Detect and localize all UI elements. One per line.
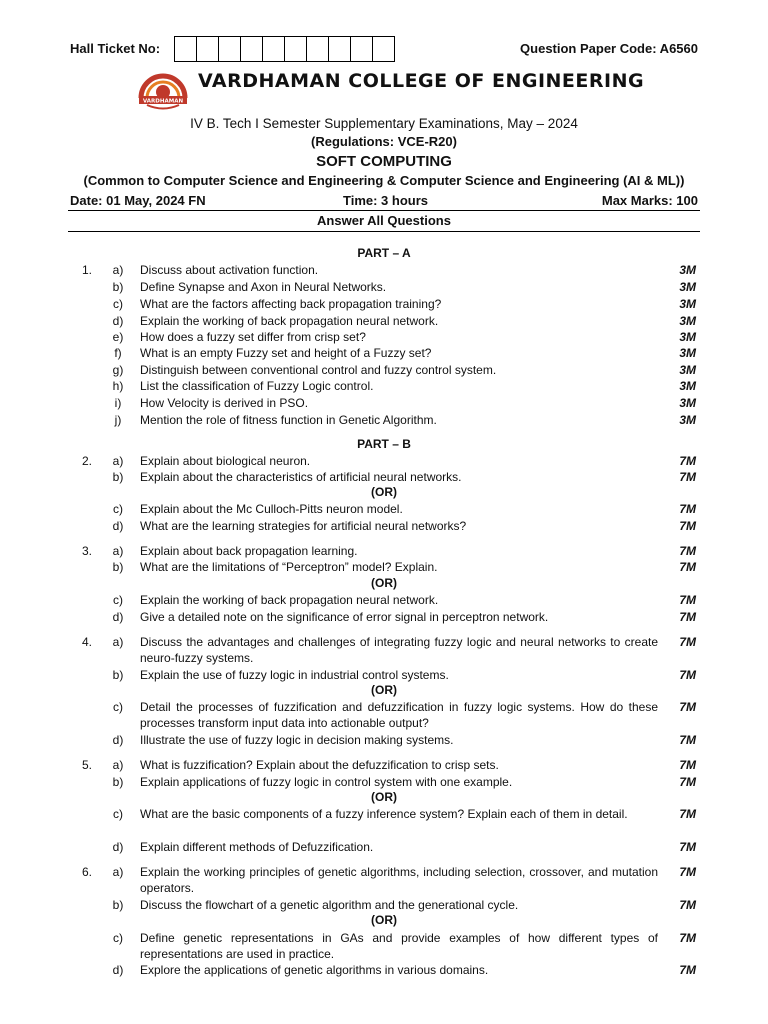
question-marks: 7M [679,758,696,772]
sub-question-letter: d) [112,610,124,624]
question-marks: 3M [679,263,696,277]
question-text: Explain about the characteristics of artificial neural networks. [140,470,462,484]
or-separator: (OR) [371,683,397,697]
common-to: (Common to Computer Science and Engineering & Computer Science and Engineering (AI & ML)) [83,173,685,188]
question-text: How does a fuzzy set differ from crisp set? [140,330,366,344]
part-b-title: PART – B [357,437,411,451]
question-text: Mention the role of fitness function in Genetic Algorithm. [140,413,437,427]
question-marks: 7M [679,454,696,468]
sub-question-letter: a) [112,454,124,468]
sub-question-letter: b) [112,280,124,294]
exam-title: IV B. Tech I Semester Supplementary Examinations, May – 2024 [190,116,578,131]
question-text: What are the basic components of a fuzzy inference system? Explain each of them in detail. [140,807,628,821]
question-text: What are the limitations of “Perceptron” model? Explain. [140,560,438,574]
question-text: What are the factors affecting back propagation training? [140,297,442,311]
ticket-digit-box [285,36,307,62]
ticket-digit-box [351,36,373,62]
question-number: 3. [81,544,92,558]
ticket-digit-box [219,36,241,62]
sub-question-letter: b) [112,668,124,682]
question-marks: 3M [679,280,696,294]
question-marks: 3M [679,379,696,393]
sub-question-letter: c) [113,297,123,311]
question-text: Discuss the flowchart of a genetic algorithm and the generational cycle. [140,898,519,912]
sub-question-letter: d) [112,963,124,977]
sub-question-letter: a) [112,758,124,772]
ticket-digit-box [175,36,197,62]
question-marks: 7M [679,502,696,516]
question-text: Define Synapse and Axon in Neural Networks. [140,280,387,294]
ticket-digit-box [373,36,395,62]
sub-question-letter: f) [114,346,122,360]
question-marks: 7M [679,593,696,607]
question-marks: 3M [679,314,696,328]
sub-question-letter: i) [114,396,122,410]
question-number: 1. [81,263,92,277]
question-text: Discuss the advantages and challenges of integrating fuzzy logic and neural networks to create neuro-fuzzy systems. [140,635,658,665]
sub-question-letter: a) [112,544,124,558]
question-text: How Velocity is derived in PSO. [140,396,309,410]
divider [68,210,700,211]
sub-question-letter: d) [112,733,124,747]
sub-question-letter: d) [112,840,124,854]
or-separator: (OR) [371,485,397,499]
question-text: What are the learning strategies for artificial neural networks? [140,519,467,533]
sub-question-letter: b) [112,470,124,484]
question-marks: 7M [679,700,696,714]
question-marks: 7M [679,519,696,533]
ticket-digit-box [263,36,285,62]
divider [68,231,700,232]
ticket-digit-box [241,36,263,62]
question-number: 2. [81,454,92,468]
sub-question-letter: c) [113,593,123,607]
part-a-title: PART – A [357,246,411,260]
question-number: 6. [81,865,92,879]
question-text: Define genetic representations in GAs and provide examples of how different types of representations are used in practice. [140,931,658,961]
question-text: Give a detailed note on the significance of error signal in perceptron network. [140,610,549,624]
question-text: Explain applications of fuzzy logic in control system with one example. [140,775,513,789]
question-text: Explain about back propagation learning. [140,544,358,558]
question-marks: 3M [679,330,696,344]
question-text: Explain about biological neuron. [140,454,311,468]
question-text: Explore the applications of genetic algorithms in various domains. [140,963,489,977]
sub-question-letter: d) [112,314,124,328]
sub-question-letter: j) [114,413,122,427]
sub-question-letter: g) [112,363,124,377]
question-marks: 3M [679,297,696,311]
or-separator: (OR) [371,576,397,590]
question-marks: 7M [679,635,696,649]
sub-question-letter: c) [113,502,123,516]
sub-question-letter: a) [112,635,124,649]
question-marks: 7M [679,470,696,484]
question-marks: 3M [679,346,696,360]
hall-ticket-boxes [174,36,395,62]
question-marks: 7M [679,560,696,574]
sub-question-letter: d) [112,519,124,533]
ticket-digit-box [329,36,351,62]
question-text: Explain the working of back propagation neural network. [140,314,439,328]
question-marks: 7M [679,865,696,879]
question-text: Explain different methods of Defuzzification. [140,840,374,854]
question-text: Detail the processes of fuzzification and defuzzification in fuzzy logic systems. How do these processes transform input data into actionable output? [140,700,658,730]
sub-question-letter: b) [112,775,124,789]
question-marks: 7M [679,610,696,624]
question-text: Illustrate the use of fuzzy logic in decision making systems. [140,733,454,747]
sub-question-letter: a) [112,263,124,277]
question-text: List the classification of Fuzzy Logic control. [140,379,374,393]
question-marks: 7M [679,963,696,977]
question-marks: 3M [679,363,696,377]
subject-title: SOFT COMPUTING [316,153,452,170]
sub-question-letter: b) [112,898,124,912]
hall-ticket-label: Hall Ticket No: [70,41,161,56]
max-marks: Max Marks: 100 [601,193,698,208]
sub-question-letter: h) [112,379,124,393]
question-marks: 7M [679,775,696,789]
college-name: VARDHAMAN COLLEGE OF ENGINEERING [198,70,645,92]
or-separator: (OR) [371,790,397,804]
exam-date: Date: 01 May, 2024 FN [70,193,206,208]
question-text: What is an empty Fuzzy set and height of a Fuzzy set? [140,346,432,360]
question-text: Explain about the Mc Culloch-Pitts neuron model. [140,502,403,516]
question-text: Explain the use of fuzzy logic in industrial control systems. [140,668,449,682]
question-text: Explain the working of back propagation neural network. [140,593,439,607]
question-number: 5. [81,758,92,772]
question-marks: 7M [679,931,696,945]
question-text: Explain the working principles of genetic algorithms, including selection, crossover, and mutation operators. [140,865,658,895]
exam-time: Time: 3 hours [343,193,429,208]
sub-question-letter: c) [113,807,123,821]
question-marks: 7M [679,544,696,558]
college-logo [133,68,193,110]
ticket-digit-box [197,36,219,62]
question-text: Discuss about activation function. [140,263,319,277]
sub-question-letter: e) [112,330,124,344]
question-marks: 3M [679,396,696,410]
instruction: Answer All Questions [317,213,451,228]
sub-question-letter: c) [113,931,123,945]
sub-question-letter: c) [113,700,123,714]
question-number: 4. [81,635,92,649]
question-marks: 7M [679,668,696,682]
sub-question-letter: a) [112,865,124,879]
question-marks: 3M [679,413,696,427]
question-marks: 7M [679,733,696,747]
question-marks: 7M [679,898,696,912]
sub-question-letter: b) [112,560,124,574]
question-paper-code: Question Paper Code: A6560 [520,41,698,56]
question-marks: 7M [679,840,696,854]
question-marks: 7M [679,807,696,821]
logo-text: VARDHAMAN [142,98,184,105]
or-separator: (OR) [371,913,397,927]
regulations: (Regulations: VCE-R20) [311,134,457,149]
question-text: What is fuzzification? Explain about the defuzzification to crisp sets. [140,758,499,772]
question-text: Distinguish between conventional control and fuzzy control system. [140,363,497,377]
ticket-digit-box [307,36,329,62]
